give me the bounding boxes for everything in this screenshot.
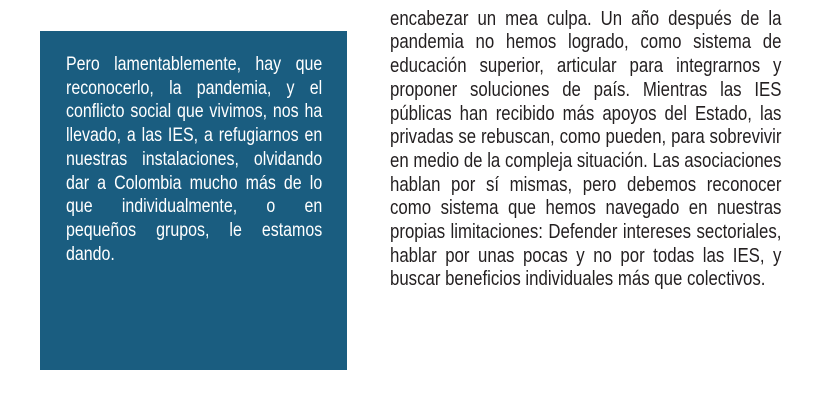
body-text-column bbox=[390, 0, 782, 404]
body-paragraph-text: encabezar un mea culpa. Un año después de la pandemia no hemos logrado, como sistema de educación superior, articular para integrarnos y proponer soluciones de país. Mientras las IES públicas han recibido más apoyos del Estado, las privadas se rebuscan, como pueden, para sobrevivir en medio de la compleja situación. Las asociaciones hablan por sí mismas, pero debemos reconocer como sistema que hemos navegado en nuestras propias limitaciones: Defender intereses sectoriales, hablar por unas pocas y no por todas las IES, y buscar beneficios individuales más que colectivos. bbox=[390, 7, 782, 291]
pull-quote-box bbox=[40, 31, 347, 370]
body-paragraph bbox=[390, 0, 781, 292]
pull-quote-text: Pero lamentablemente, hay que reconocerlo, la pandemia, y el conflicto social que vivimos, nos ha llevado, a las IES, a refugiarnos en nuestras instalaciones, olvidando dar a Colombia mucho más de lo que individualmente, o en pequeños grupos, le estamos dando. bbox=[66, 54, 323, 265]
